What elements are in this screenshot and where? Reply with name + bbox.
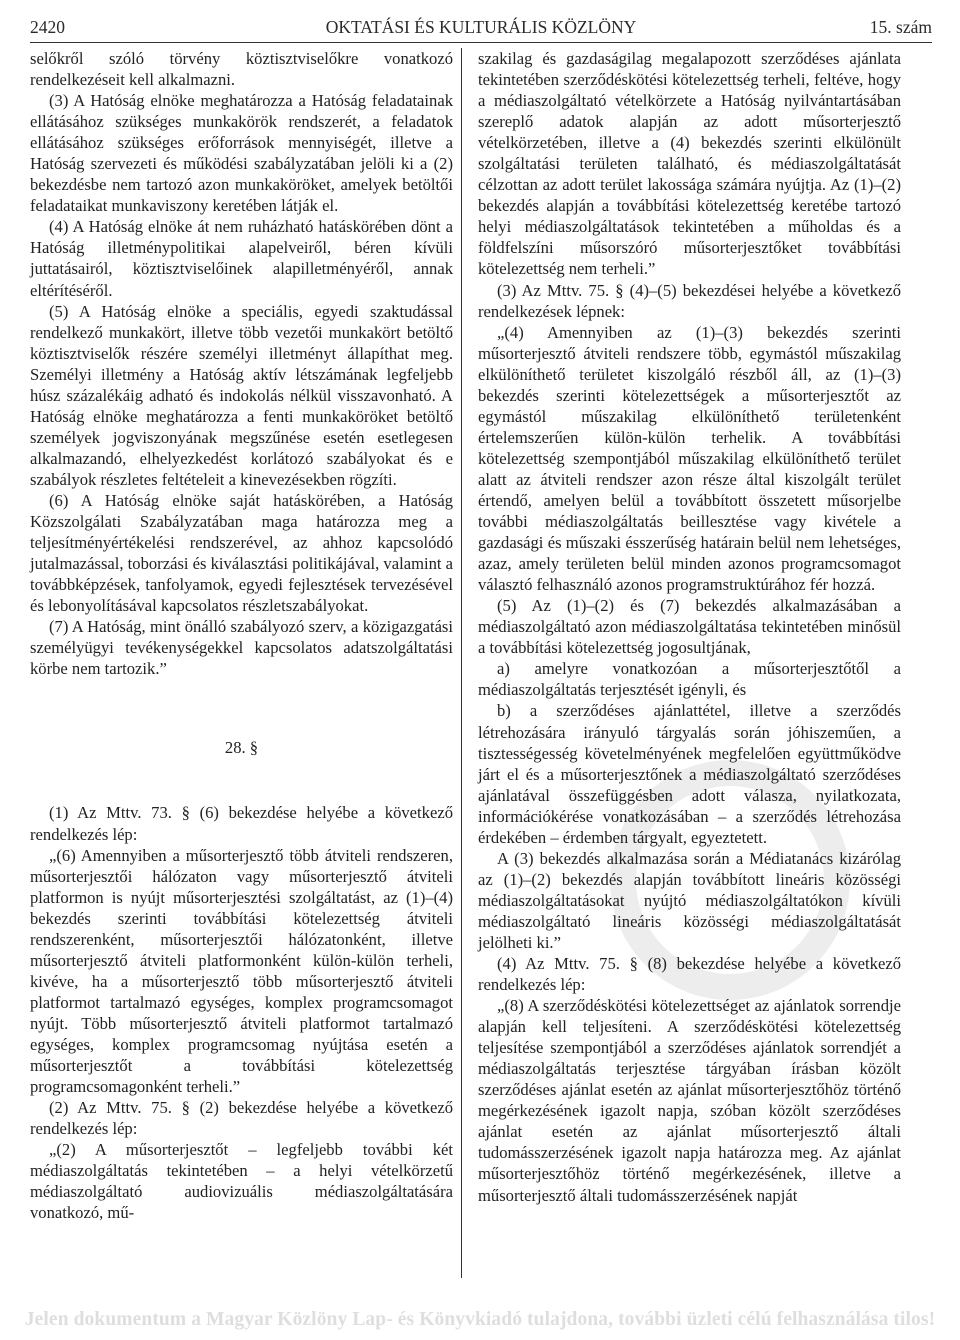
paragraph: selőkről szóló törvény köztisztviselőkre vonatkozó rendelkezéseit kell alkalmazni.	[30, 49, 453, 90]
header-rule	[30, 42, 932, 43]
footer-copyright-notice: Jelen dokumentum a Magyar Közlöny Lap- és Könyvkiadó tulajdona, további üzleti célú felhasználása tilos!	[24, 1309, 936, 1330]
paragraph: (2) Az Mttv. 75. § (2) bekezdése helyébe a következő rendelkezés lép:	[30, 1098, 453, 1139]
journal-title: OKTATÁSI ÉS KULTURÁLIS KÖZLÖNY	[325, 17, 637, 37]
paragraph: „(6) Amennyiben a műsorterjesztő több átviteli rendszeren, műsorterjesztői hálózaton vagy műsorterjesztő átviteli platformon is nyújt műsorterjesztési szolgáltatást, az (1)–(4) bekezdés szerinti továbbítási kötelezettség átviteli rendszerenként, műsorterjesztői hálózatonként, illetve műsorterjesztő átviteli platformonként külön-külön terheli, kivéve, ha a műsorterjesztő több műsorterjesztő átviteli platformot tartalmazó egységes, komplex programcsomagot nyújt. Több műsorterjesztő átviteli platformot tartalmazó egységes, komplex programcsomag nyújtása esetén a műsorterjesztőt a továbbítási kötelezettség programcsomagonként terheli.”	[30, 845, 453, 1097]
paragraph: „(4) Amennyiben az (1)–(3) bekezdés szerinti műsorterjesztő átviteli rendszere több, egymástól műszakilag elkülöníthető területet kiszolgáló részből áll, az (1)–(3) bekezdés szerinti kötelezettségek a műsorterjesztőt az egymástól műszakilag elkülöníthető területenként értelemszerűen külön-külön terhelik. A továbbítási kötelezettség szempontjából műszakilag elkülöníthető terület alatt az átviteli rendszer azon része által kiszolgált terület értendő, amelyen belül a továbbított összetett műsorjelbe további médiaszolgáltatás beillesztése vagy kivétele a gazdasági és műszaki ésszerűség határain belül nem lehetséges, azaz, amely területen belül minden azonos programcsomagot választó felhasználó azonos programstruktúrához fér hozzá.	[478, 322, 901, 595]
paragraph: (3) Az Mttv. 75. § (4)–(5) bekezdései helyébe a következő rendelkezések lépnek:	[478, 280, 901, 321]
paragraph: b) a szerződéses ajánlattétel, illetve a szerződés létrehozására irányuló tárgyalás során jóhiszeműen, a tisztességesség követelményének megfelelően együttműködve járt el és a műsorterjesztőnek a médiaszolgáltató szerződéses ajánlatával összefüggésben adott válasza, nyilatkozata, információkérése vonatkozásában – a szerződés létrehozása érdekében – érdemben tárgyalt, egyeztetett.	[478, 701, 901, 847]
paragraph: „(2) A műsorterjesztőt – legfeljebb további két médiaszolgáltatás tekintetében – a helyi vételkörzetű médiaszolgáltató audiovizuális médiaszolgáltatására vonatkozó, mű-	[30, 1140, 453, 1223]
paragraph: (5) A Hatóság elnöke a speciális, egyedi szaktudással rendelkező munkakört, illetve több vezetői munkakört betöltő köztisztviselők részére személyi illetményt állapíthat meg. Személyi illetmény a Hatóság aktív létszámának legfeljebb húsz százalékáig adható és indokolás nélkül visszavonható. A Hatóság elnöke meghatározza a fenti munkaköröket betöltő személyek jogviszonyának megszűnése esetén esetlegesen alkalmazandó, elhelyezkedést korlátozó szabályokat és e szabályok részletes feltételeit a kinevezésekben rögzíti.	[30, 301, 453, 489]
paragraph: (1) Az Mttv. 73. § (6) bekezdése helyébe a következő rendelkezés lép:	[30, 803, 453, 844]
right-column	[478, 48, 901, 1206]
column-divider	[461, 48, 462, 1278]
issue-number: 15. szám	[869, 17, 932, 37]
paragraph: szakilag és gazdaságilag megalapozott szerződéses ajánlata tekintetében szerződéskötési kötelezettség terheli, feltéve, hogy a médiaszolgáltató vételkörzete a Hatóság nyilvántartásában szereplő adatok alapján az adott műsorterjesztő vételkörzetében, illetve a (4) bekezdés szerinti elkülönült szolgáltatási területen található, és médiaszolgáltatását célzottan az adott terület lakossága számára nyújtja. Az (1)–(2) bekezdés alapján a továbbítási kötelezettség keretébe tartozó helyi médiaszolgáltatások tekintetében a műholdas és a földfelszíni műsorszóró műsorterjesztőket továbbítási kötelezettség nem terheli.”	[478, 49, 901, 279]
paragraph: (4) A Hatóság elnöke át nem ruházható hatáskörében dönt a Hatóság illetménypolitikai alapelveiről, béren kívüli juttatásairól, köztisztviselőinek alapilletményéről, annak eltérítéséről.	[30, 217, 453, 300]
paragraph: A (3) bekezdés alkalmazása során a Médiatanács kizárólag az (1)–(2) bekezdés alapján továbbított lineáris közösségi médiaszolgáltatásokat nyújtó médiaszolgáltatókon kívüli médiaszolgáltató lineáris közösségi médiaszolgáltatását jelölheti ki.”	[478, 848, 901, 952]
left-column	[30, 48, 453, 1223]
page-header	[30, 14, 932, 40]
paragraph: (6) A Hatóság elnöke saját hatáskörében, a Hatóság Közszolgálati Szabályzatában maga határozza meg a teljesítményértékelési rendszerével, az ahhoz kapcsolódó jutalmazással, toborzási és kiválasztási politikájával, valamint a továbbképzések, tanfolyamok, egyedi fejlesztések tervezésével és lebonyolításával kapcsolatos részletszabályokat.	[30, 490, 454, 616]
section-title: 28. §	[224, 738, 259, 758]
paragraph: (5) Az (1)–(2) és (7) bekezdés alkalmazásában a médiaszolgáltató azon médiaszolgáltatása tekintetében minősül a továbbítási kötelezettség jogosultjának,	[478, 596, 901, 658]
paragraph: (4) Az Mttv. 75. § (8) bekezdése helyébe a következő rendelkezés lép:	[478, 954, 901, 995]
paragraph: „(8) A szerződéskötési kötelezettséget az ajánlatok sorrendje alapján kell teljesíteni. A szerződéskötési kötelezettség teljesítése szempontjából a szerződéses ajánlatok sorrendjét a médiaszolgáltatás terjesztése tárgyában írásban közölt szerződéses ajánlat esetén az ajánlat műsorterjesztőhöz történő megérkezésének igazolt napja, szóban közölt szerződéses ajánlat esetén az ajánlat műsorterjesztő általi tudomásszerzésének igazolt napja határozza meg. Az ajánlat műsorterjesztőhöz történő megérkezésének, illetve a műsorterjesztő általi tudomásszerzésének napját	[478, 996, 901, 1205]
paragraph: (3) A Hatóság elnöke meghatározza a Hatóság feladatainak ellátásához szükséges munkakörök rendszerét, a feladatok ellátásához szükséges erőforrások mennyiségét, illetve a Hatóság szervezeti és működési szabályzatában jelöli ki a (2) bekezdésbe nem tartozó azon munkaköröket, amelyek betöltői feladataikat munkaviszony keretében látják el.	[30, 91, 453, 216]
paragraph: (7) A Hatóság, mint önálló szabályozó szerv, a közigazgatási személyügyi tevékenységekkel kapcsolatos adatszolgáltatási körbe nem tartozik.”	[30, 617, 453, 679]
paragraph: a) amelyre vonatkozóan a műsorterjesztőtől a médiaszolgáltatás terjesztését igényli, és	[478, 659, 901, 700]
page-number: 2420	[30, 17, 65, 37]
